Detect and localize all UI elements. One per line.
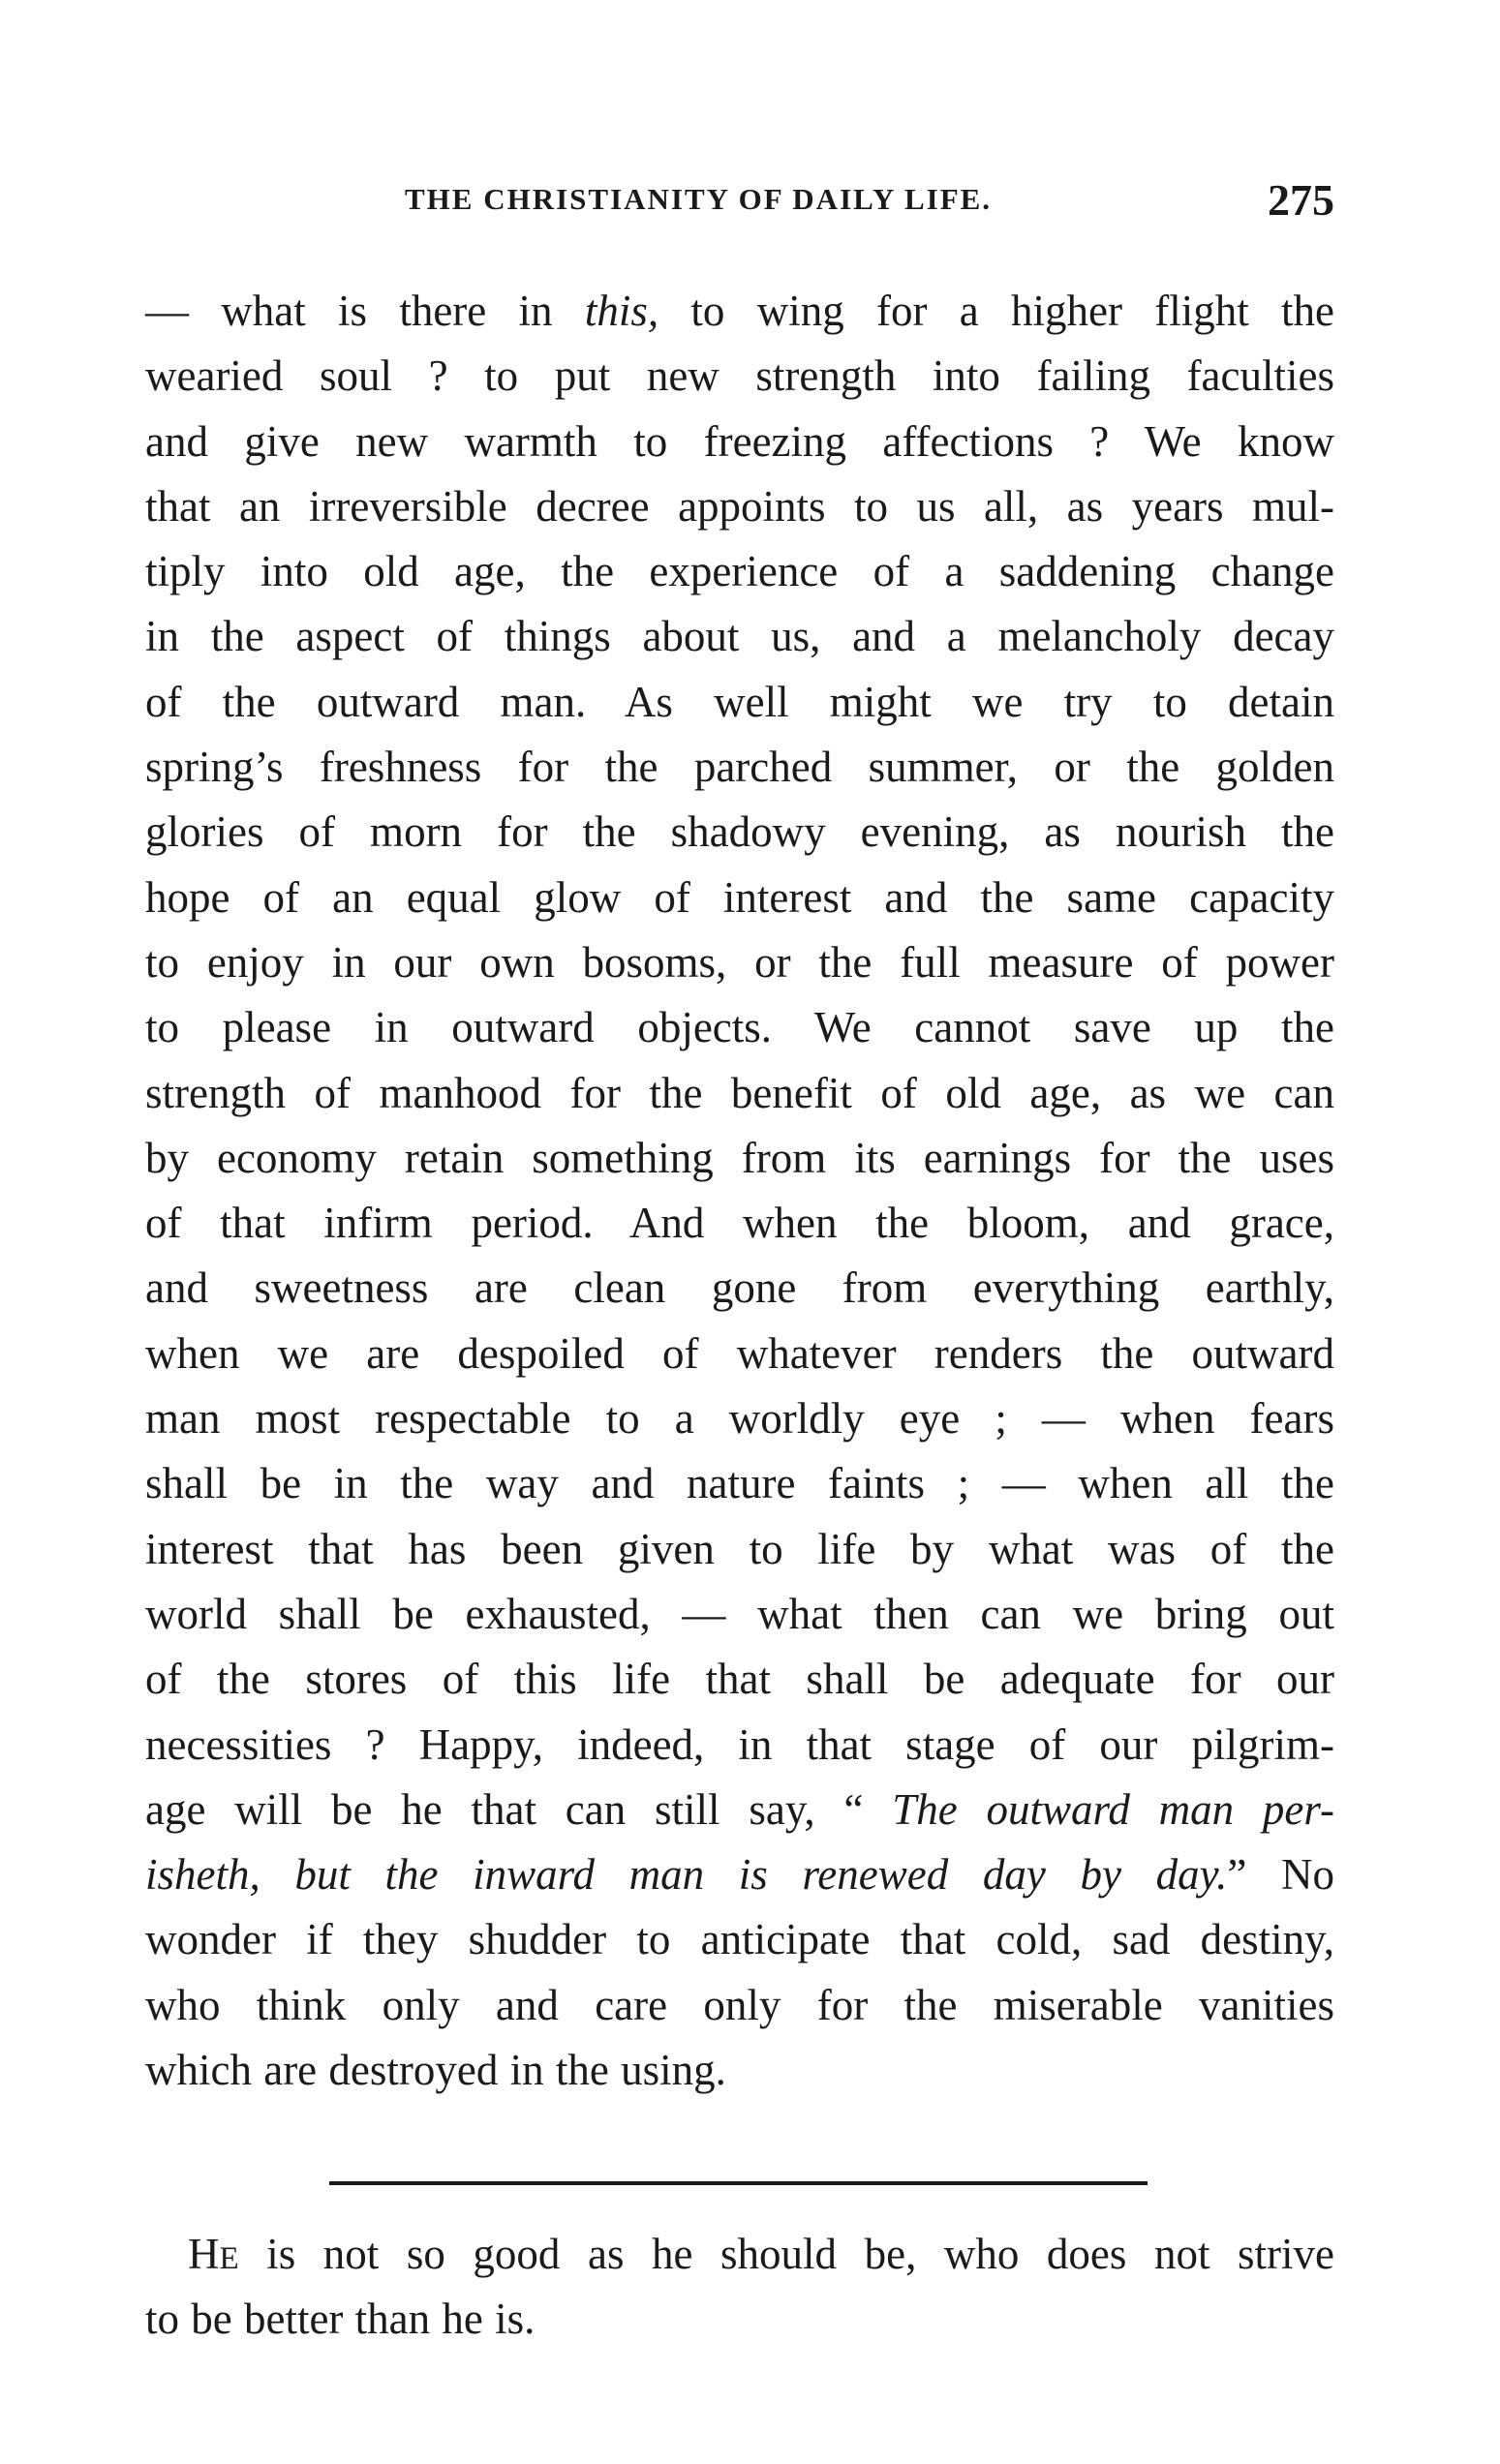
text-line: to please in outward objects. We cannot save up the — [145, 1003, 1334, 1052]
text-line: glories of morn for the shadowy evening, as nourish the — [145, 807, 1334, 857]
text-line: HE is not so good as he should be, who does not strive — [188, 2230, 1334, 2278]
text-line: which are destroyed in the using. — [145, 2046, 726, 2095]
text-line: strength of manhood for the benefit of old age, as we can — [145, 1068, 1334, 1117]
text-line: to enjoy in our own bosoms, or the full measure of power — [145, 937, 1334, 987]
text-line: and give new warmth to freezing affections ? We know — [145, 416, 1334, 466]
text-line: world shall be exhausted, — what then can we bring out — [145, 1589, 1334, 1638]
text-line: that an irreversible decree appoints to us all, as years mul- — [145, 481, 1334, 531]
text-line: when we are despoiled of whatever renders the outward — [145, 1328, 1334, 1378]
text-line: — what is there in this, to wing for a higher flight the — [145, 287, 1334, 335]
text-line: age will be he that can still say, “ The outward man per- — [145, 1784, 1334, 1834]
running-title: THE CHRISTIANITY OF DAILY LIFE. — [405, 182, 993, 216]
text-line: who think only and care only for the miserable vanities — [145, 1980, 1334, 2029]
text-line: tiply into old age, the experience of a saddening change — [145, 547, 1334, 596]
drop-initial: H — [188, 2230, 220, 2278]
text-line: of the stores of this life that shall be adequate for our — [145, 1655, 1334, 1704]
text-line: in the aspect of things about us, and a melancholy decay — [145, 612, 1334, 661]
text-line: of that infirm period. And when the bloom, and grace, — [145, 1199, 1334, 1248]
text-line: and sweetness are clean gone from everything earthly, — [145, 1263, 1334, 1313]
text-line: by economy retain something from its earnings for the uses — [145, 1133, 1334, 1182]
running-head — [145, 174, 1334, 232]
text-line: wonder if they shudder to anticipate that cold, sad destiny, — [145, 1915, 1334, 1964]
page-number: 275 — [1268, 175, 1334, 225]
text-line: necessities ? Happy, indeed, in that stage of our pilgrim- — [145, 1719, 1334, 1769]
text-line: hope of an equal glow of interest and the same capacity — [145, 872, 1334, 922]
maxim-paragraph — [145, 2222, 1334, 2353]
text-line: wearied soul ? to put new strength into failing faculties — [145, 351, 1334, 401]
text-line: interest that has been given to life by what was of the — [145, 1524, 1334, 1573]
text-line: spring’s freshness for the parched summer, or the golden — [145, 743, 1334, 792]
text-line: shall be in the way and nature faints ; — when all the — [145, 1459, 1334, 1508]
text-line: man most respectable to a worldly eye ; — when fears — [145, 1394, 1334, 1444]
body-paragraph — [145, 279, 1334, 2103]
text-line: isheth, but the inward man is renewed day by day.” No — [145, 1850, 1334, 1900]
text-line: to be better than he is. — [145, 2295, 536, 2344]
small-caps: E — [219, 2241, 239, 2276]
text-line: of the outward man. As well might we try to detain — [145, 677, 1334, 726]
section-divider — [329, 2181, 1148, 2185]
